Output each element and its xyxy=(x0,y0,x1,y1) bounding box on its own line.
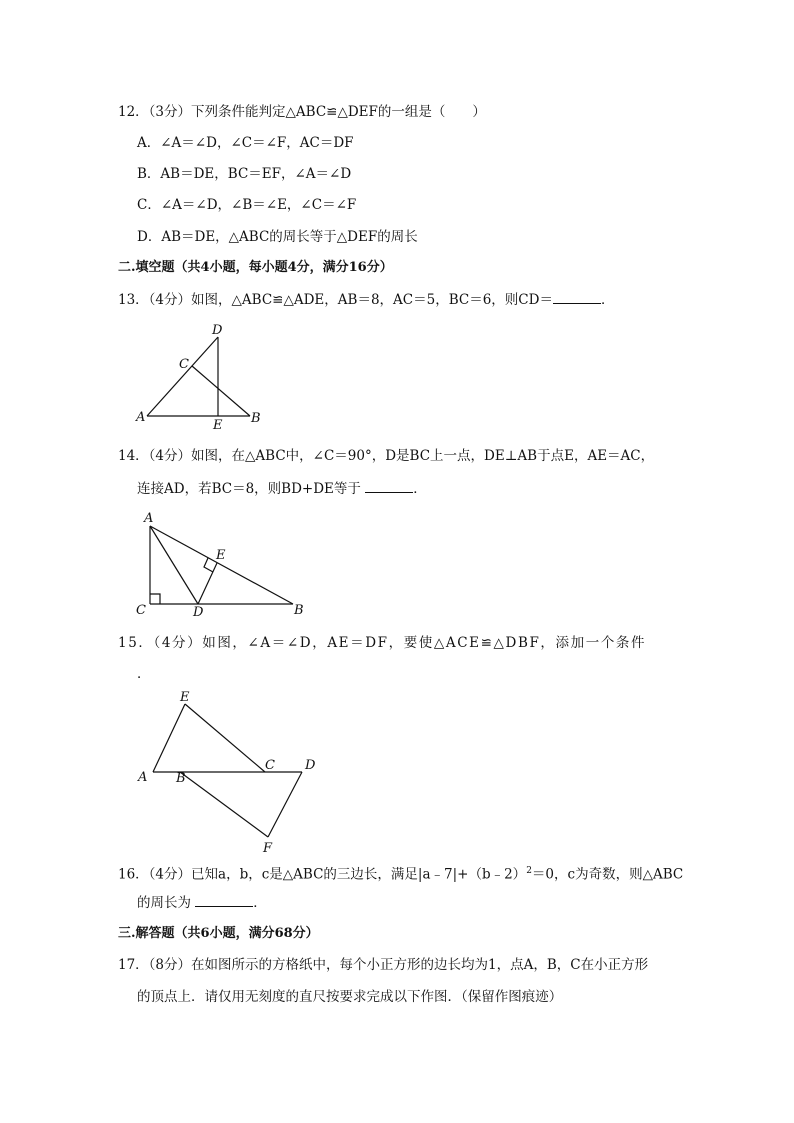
q12-option-a: A．∠A＝∠D，∠C＝∠F，AC＝DF xyxy=(137,135,354,151)
q13-label-b: B xyxy=(251,411,261,426)
q14-segment-ab xyxy=(150,526,293,604)
q16-answer-blank[interactable] xyxy=(195,893,253,907)
q14-right-angle-c xyxy=(150,594,160,604)
q12-option-d: D．AB＝DE，△ABC的周长等于△DEF的周长 xyxy=(137,229,418,245)
q13-label-a: A xyxy=(136,410,146,425)
q14-line2-end: ． xyxy=(413,481,427,497)
q13-segment-cb xyxy=(192,366,250,416)
q15-figure xyxy=(130,685,330,855)
q14-answer-blank[interactable] xyxy=(365,479,413,493)
q13-label-d: D xyxy=(212,323,223,338)
q15-label-e: E xyxy=(180,690,190,705)
q12-option-c: C．∠A＝∠D，∠B＝∠E，∠C＝∠F xyxy=(137,197,357,213)
q14-line1: 14．（4分）如图，在△ABC中，∠C＝90°，D是BC上一点，DE⊥AB于点E，AE＝AC， xyxy=(118,448,655,464)
q14-segment-ad xyxy=(150,526,198,604)
q14-label-d: D xyxy=(193,605,204,620)
q14-label-e: E xyxy=(216,548,226,563)
q15-label-d: D xyxy=(305,758,316,773)
q16-line2-end: ． xyxy=(253,895,267,911)
q14-label-a: A xyxy=(144,511,154,526)
q14-label-c: C xyxy=(136,603,146,618)
q14-line2-text: 连接AD，若BC＝8，则BD+DE等于 xyxy=(137,481,361,497)
section2-heading: 二.填空题（共4小题，每小题4分，满分16分） xyxy=(118,260,393,275)
q16-line2 xyxy=(137,893,267,912)
q14-label-b: B xyxy=(294,603,304,618)
q13-figure xyxy=(130,320,270,435)
q15-segment-df xyxy=(268,772,302,837)
q15-label-a: A xyxy=(138,770,148,785)
q16-line1 xyxy=(118,862,683,884)
q15-segment-bf xyxy=(180,772,268,837)
q17-line2: 的顶点上．请仅用无刻度的直尺按要求完成以下作图．（保留作图痕迹） xyxy=(137,989,563,1005)
section3-heading: 三.解答题（共6小题，满分68分） xyxy=(118,926,319,941)
q13-label-e: E xyxy=(213,418,223,433)
q13-answer-blank[interactable] xyxy=(553,290,601,304)
q15-line1: 15．（4分）如图，∠A＝∠D，AE＝DF，要使△ACE≌△DBF，添加一个条件 xyxy=(118,635,647,651)
q13-stem xyxy=(118,290,614,309)
q15-segment-ec xyxy=(185,704,265,772)
q13-label-c: C xyxy=(179,357,189,372)
q16-line1-sup: 2 xyxy=(526,866,532,876)
q13-stem-text: 13．（4分）如图，△ABC≌△ADE，AB＝8，AC＝5，BC＝6，则CD＝ xyxy=(118,292,553,308)
q15-segment-ea xyxy=(153,704,185,772)
q14-figure xyxy=(130,508,315,623)
q15-label-c: C xyxy=(265,758,275,773)
q15-label-b: B xyxy=(176,771,186,786)
q16-line1-pre: 16．（4分）已知a，b，c是△ABC的三边长，满足|a﹣7|+（b﹣2） xyxy=(118,866,527,883)
q15-label-f: F xyxy=(263,841,273,856)
q16-line2-text: 的周长为 xyxy=(137,895,191,911)
q12-stem: 12．（3分）下列条件能判定△ABC≌△DEF的一组是（ ） xyxy=(118,104,486,120)
q17-line1: 17．（8分）在如图所示的方格纸中，每个小正方形的边长均为1，点A，B，C在小正方形 xyxy=(118,957,649,973)
q12-option-b: B．AB＝DE，BC＝EF，∠A＝∠D xyxy=(137,166,352,182)
q13-segment-ad xyxy=(147,337,218,416)
q14-line2 xyxy=(137,479,427,498)
q13-stem-end: ． xyxy=(600,292,615,308)
q16-line1-post: ＝0，c为奇数，则△ABC xyxy=(531,866,684,883)
q15-line2: ． xyxy=(137,666,151,682)
